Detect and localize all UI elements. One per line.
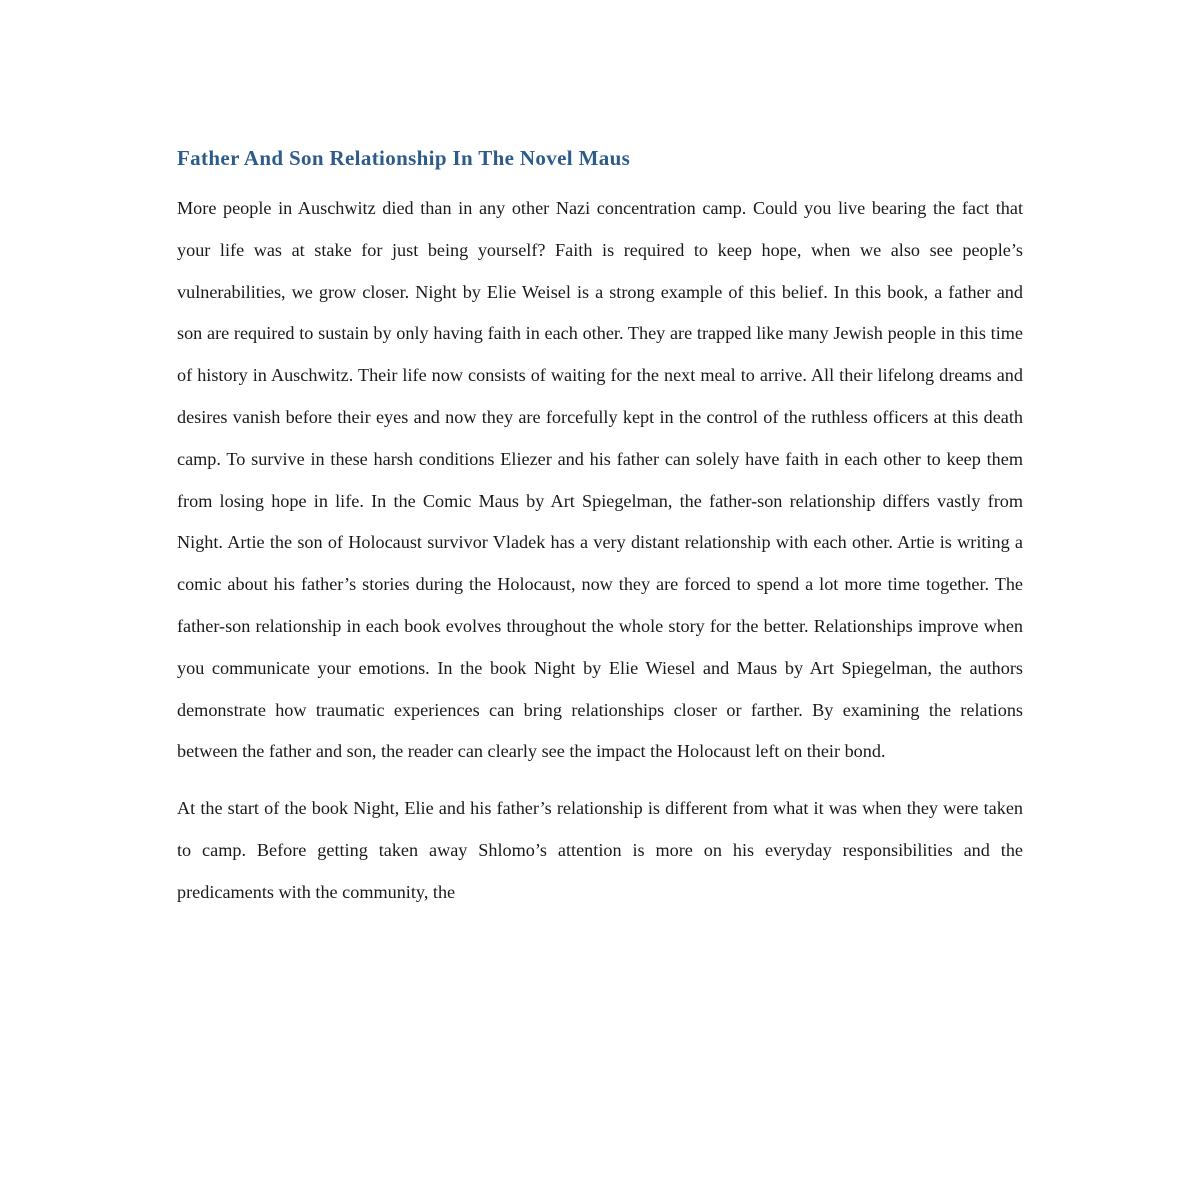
paragraph-2: At the start of the book Night, Elie and his father’s relationship is different from what it was when they were taken to camp. Before getting taken away Shlomo’s attention is more on his everyday responsibilities and the predicaments with the community, the	[177, 798, 1023, 902]
paragraph-1: More people in Auschwitz died than in any other Nazi concentration camp. Could you live bearing the fact that your life was at stake for just being yourself? Faith is required to keep hope, when we also see people’s vulnerabilities, we grow closer. Night by Elie Weisel is a strong example of this belief. In this book, a father and son are required to sustain by only having faith in each other. They are trapped like many Jewish people in this time of history in Auschwitz. Their life now consists of waiting for the next meal to arrive. All their lifelong dreams and desires vanish before their eyes and now they are forcefully kept in the control of the ruthless officers at this death camp. To survive in these harsh conditions Eliezer and his father can solely have faith in each other to keep them from losing hope in life. In the Comic Maus by Art Spiegelman, the father-son relationship differs vastly from Night. Artie the son of Holocaust survivor Vladek has a very distant relationship with each other. Artie is writing a comic about his father’s stories during the Holocaust, now they are forced to spend a lot more time together. The father-son relationship in each book evolves throughout the whole story for the better. Relationships improve when you communicate your emotions. In the book Night by Elie Wiesel and Maus by Art Spiegelman, the authors demonstrate how traumatic experiences can bring relationships closer or farther. By examining the relations between the father and son, the reader can clearly see the impact the Holocaust left on their bond.	[177, 198, 1023, 762]
document-title: Father And Son Relationship In The Novel Maus	[177, 146, 631, 170]
document-body	[177, 140, 1023, 914]
